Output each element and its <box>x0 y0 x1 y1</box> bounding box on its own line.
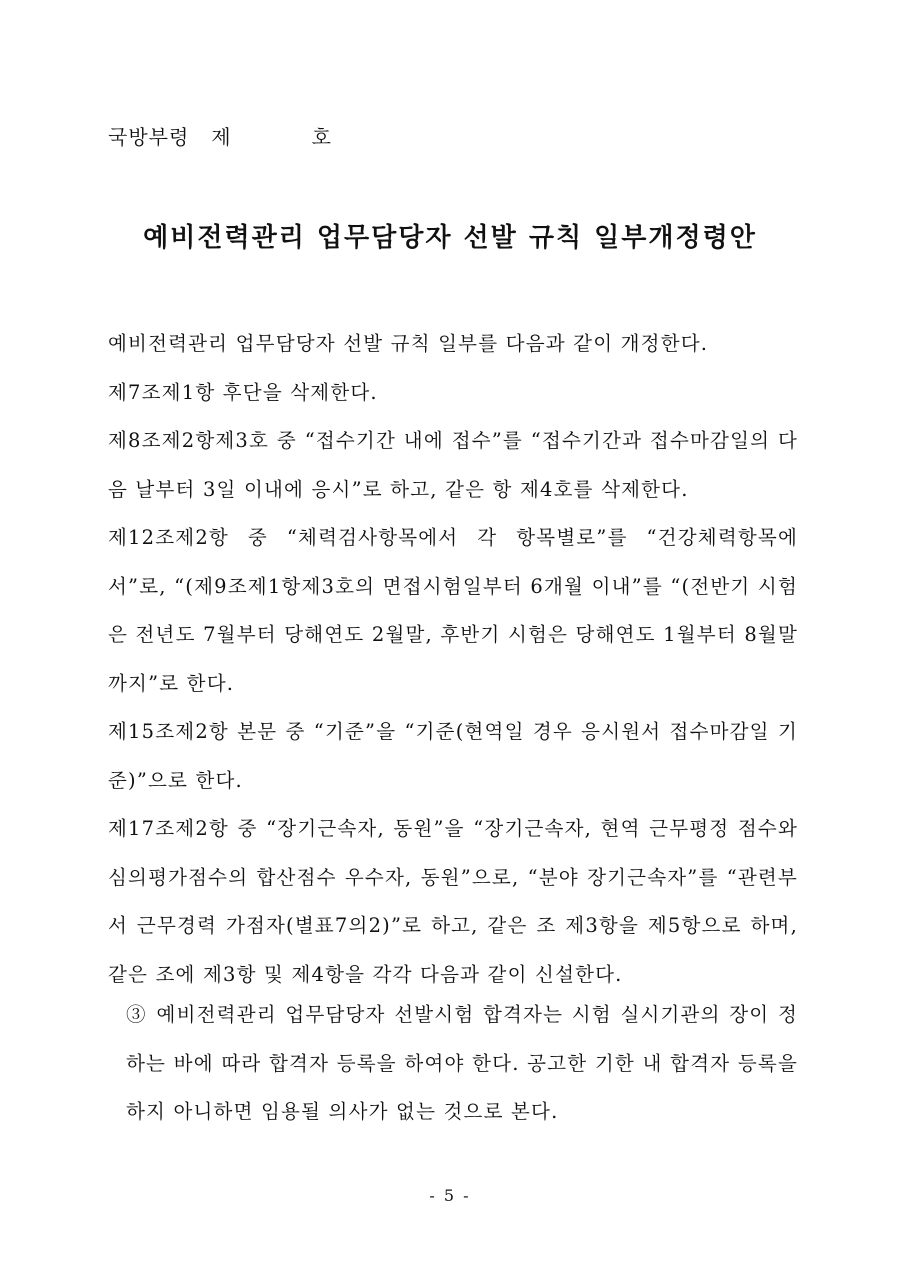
paragraph-article-15: 제15조제2항 본문 중 “기준”을 “기준(현역일 경우 응시원서 접수마감일 기준)”으로 한다. <box>108 720 798 792</box>
paragraph-intro: 예비전력관리 업무담당자 선발 규칙 일부를 다음과 같이 개정한다. <box>108 332 709 355</box>
ordinance-number-prefix: 제 <box>211 125 232 149</box>
paragraph-article-7: 제7조제1항 후단을 삭제한다. <box>108 380 378 404</box>
ordinance-label: 국방부령 <box>108 125 190 149</box>
ordinance-header <box>108 121 332 150</box>
paragraph-article-8: 제8조제2항제3호 중 “접수기간 내에 접수”를 “접수기간과 접수마감일의 다음 날부터 3일 이내에 응시”로 하고, 같은 항 제4호를 삭제한다. <box>108 429 798 501</box>
document-title: 예비전력관리 업무담당자 선발 규칙 일부개정령안 <box>143 223 757 253</box>
new-clause-3: ③ 예비전력관리 업무담당자 선발시험 합격자는 시험 실시기관의 장이 정하는 바에 따라 합격자 등록을 하여야 한다. 공고한 기한 내 합격자 등록을 하지 아니하면 임용될 의사가 없는 것으로 본다. <box>126 1003 798 1123</box>
amendment-body <box>108 320 798 999</box>
ordinance-number-suffix: 호 <box>311 125 332 149</box>
paragraph-article-12: 제12조제2항 중 “체력검사항목에서 각 항목별로”를 “건강체력항목에서”로, “(제9조제1항제3호의 면접시험일부터 6개월 이내”를 “(전반기 시험은 전년도 7월부터 당해연도 2월말, 후반기 시험은 당해연도 1월부터 8월말까지”로 한다. <box>108 526 798 695</box>
page-number: - 5 - <box>429 1186 471 1205</box>
paragraph-article-17: 제17조제2항 중 “장기근속자, 동원”을 “장기근속자, 현역 근무평정 점수와 심의평가점수의 합산점수 우수자, 동원”으로, “분야 장기근속자”를 “관련부서 근무경력 가점자(별표7의2)”로 하고, 같은 조 제3항을 제5항으로 하며, 같은 조에 제3항 및 제4항을 각각 다음과 같이 신설한다. <box>108 817 798 986</box>
